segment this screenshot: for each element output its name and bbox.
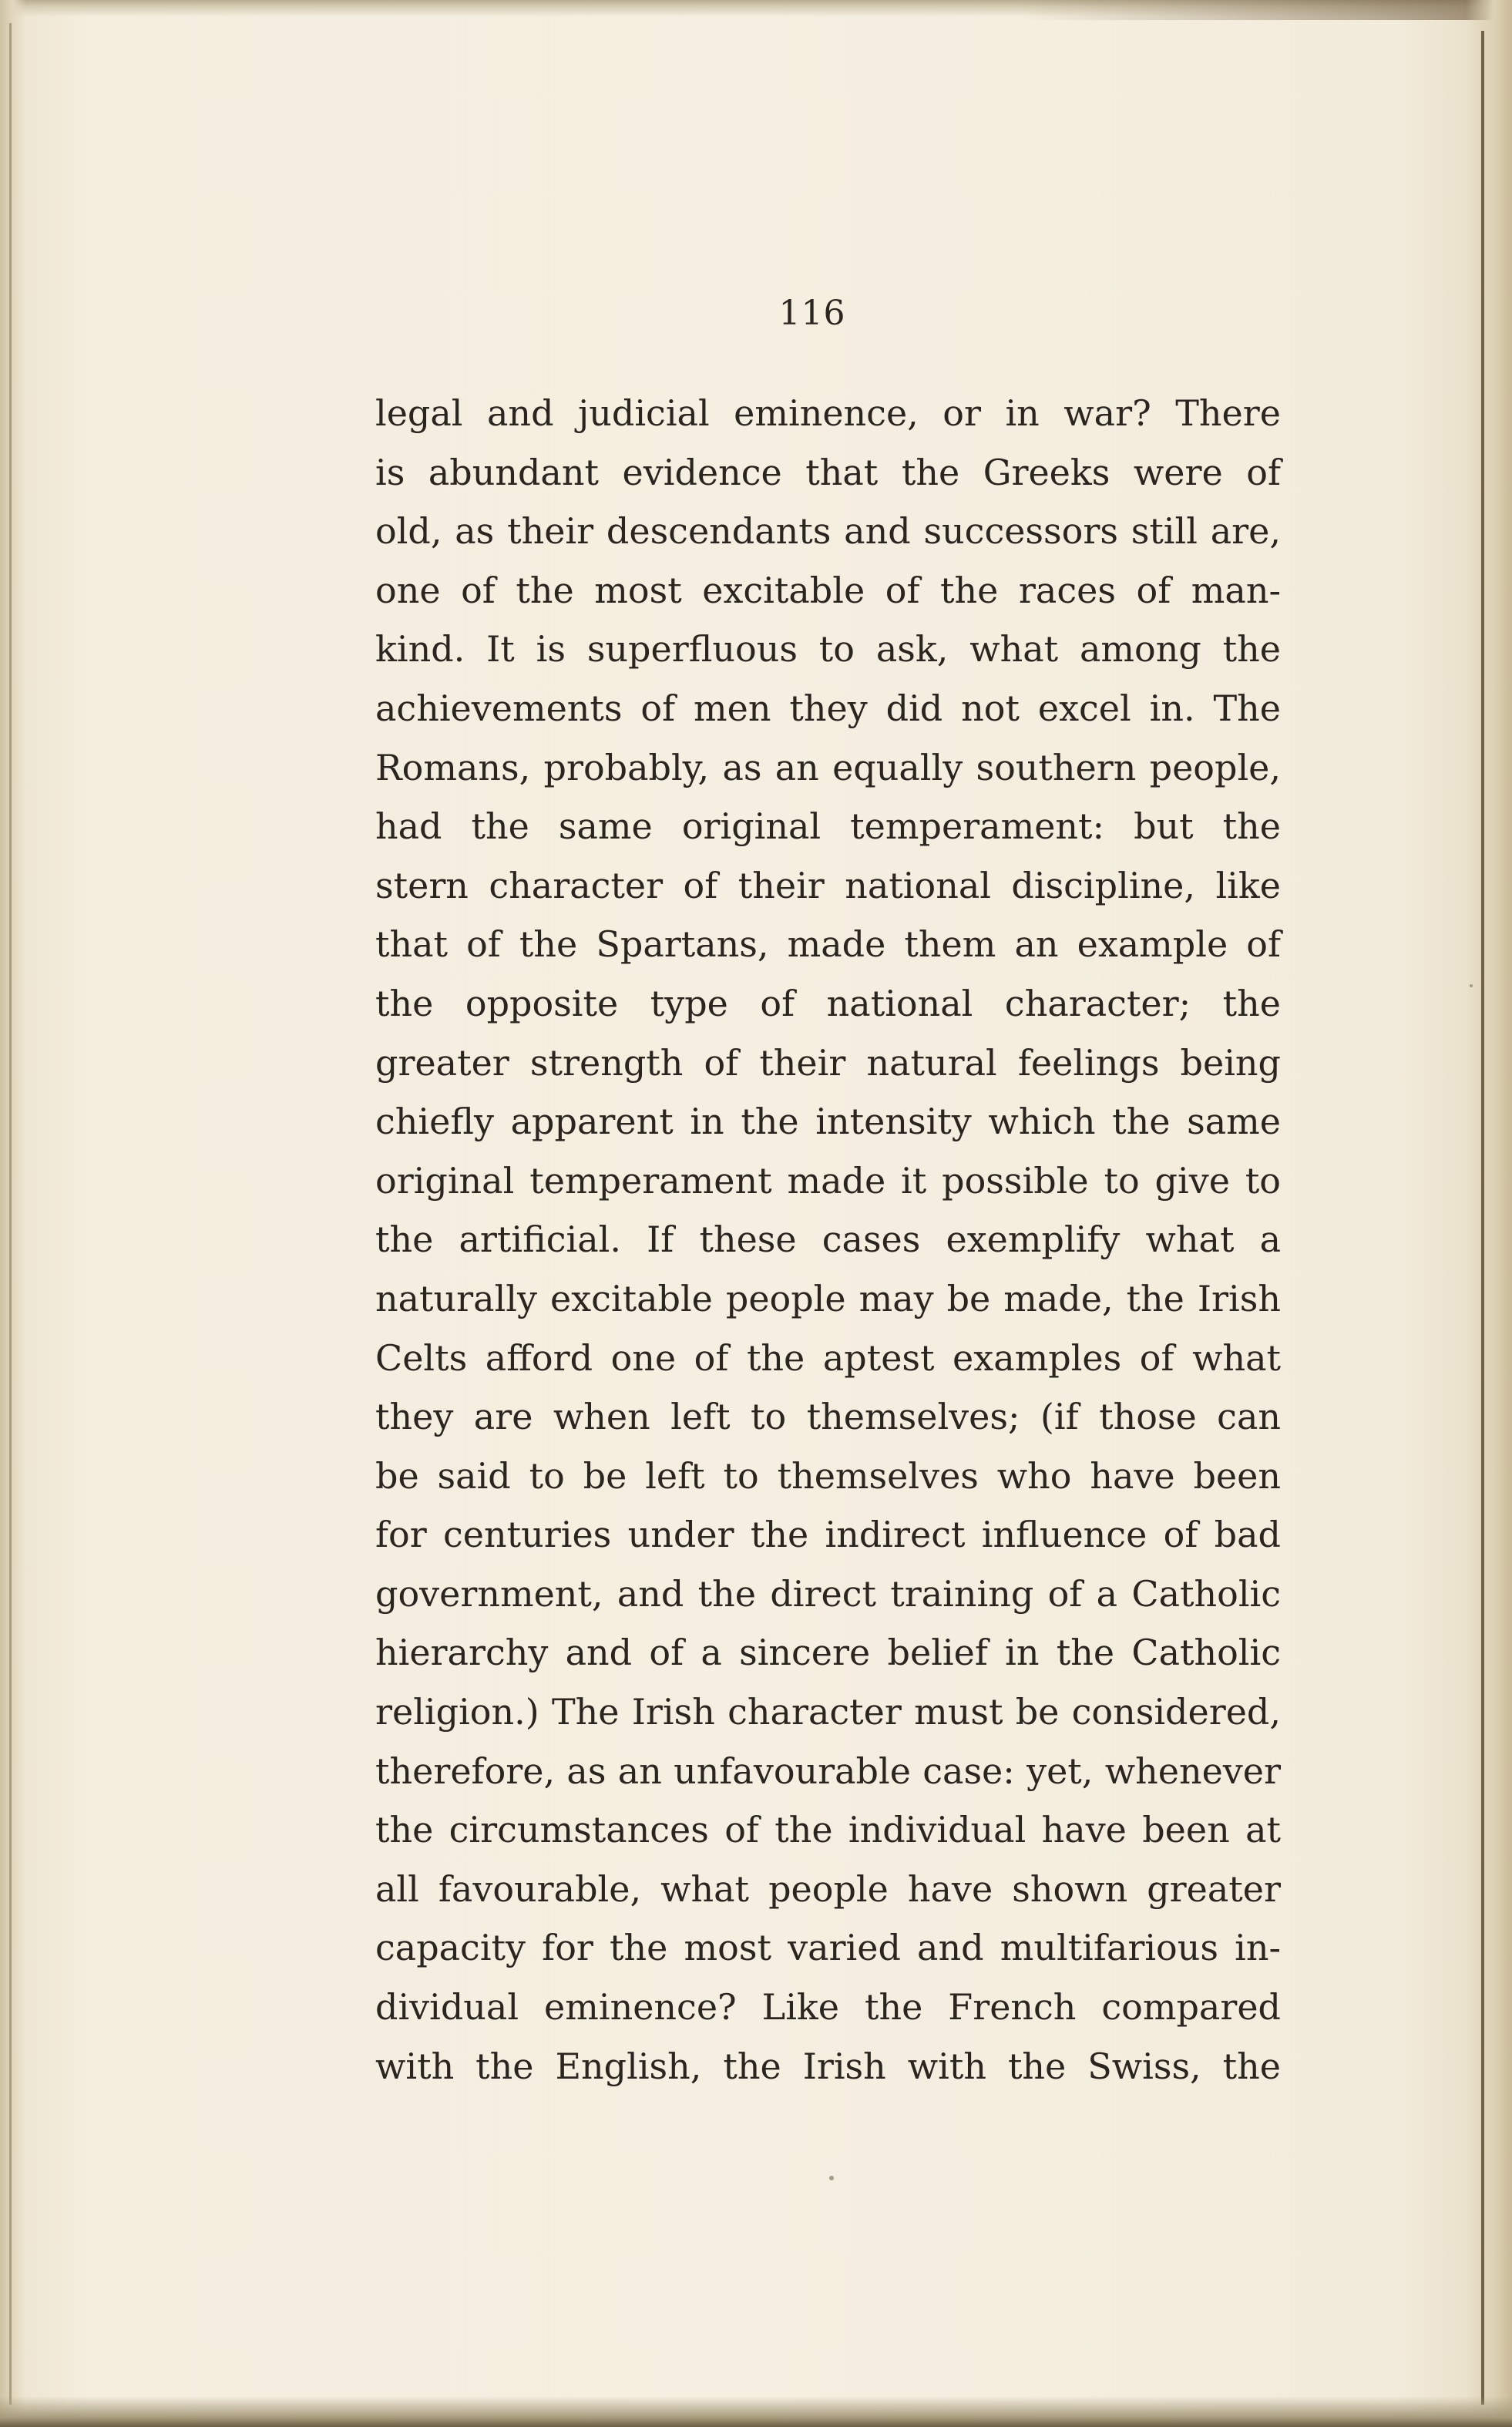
text-line: naturally excitable people may be made, the Irish: [375, 1277, 1281, 1319]
text-line: the opposite type of national character; the: [375, 982, 1281, 1024]
text-line: the artificial. If these cases exemplify what a: [375, 1219, 1281, 1261]
paper-speck: [1470, 984, 1473, 987]
text-line: religion.) The Irish character must be considered,: [375, 1691, 1281, 1733]
text-line: stern character of their national discipline, like: [375, 864, 1281, 906]
page-right-edge: [1466, 0, 1512, 2427]
text-line: original temperament made it possible to give to: [375, 1159, 1281, 1202]
text-line: dividual eminence? Like the French compared: [375, 1986, 1281, 2029]
text-line: kind. It is superfluous to ask, what among the: [375, 628, 1281, 671]
page-number: 116: [778, 294, 846, 333]
page-top-right-shadow: [1019, 0, 1512, 20]
body-text: [375, 384, 1281, 2096]
page-bottom-edge: [0, 2396, 1512, 2427]
text-line: with the English, the Irish with the Swiss, the: [375, 2045, 1281, 2087]
text-line: had the same original temperament: but the: [375, 805, 1281, 848]
text-line: one of the most excitable of the races of man-: [375, 569, 1281, 611]
text-line: legal and judicial eminence, or in war? There: [375, 392, 1281, 434]
text-line: for centuries under the indirect influence of bad: [375, 1514, 1281, 1556]
text-line: hierarchy and of a sincere belief in the Catholic: [375, 1632, 1281, 1674]
text-line: Romans, probably, as an equally southern people,: [375, 746, 1281, 788]
text-line: all favourable, what people have shown greater: [375, 1867, 1281, 1910]
page-left-binding-line: [9, 23, 12, 2405]
text-line: be said to be left to themselves who have been: [375, 1454, 1281, 1497]
page-right-binding-line: [1481, 31, 1484, 2405]
text-line: chiefly apparent in the intensity which the same: [375, 1101, 1281, 1143]
text-line: capacity for the most varied and multifarious in-: [375, 1927, 1281, 1969]
text-line: achievements of men they did not excel in. The: [375, 687, 1281, 729]
text-line: that of the Spartans, made them an example of: [375, 923, 1281, 966]
text-line: the circumstances of the individual have been at: [375, 1809, 1281, 1851]
text-line: therefore, as an unfavourable case: yet, whenever: [375, 1750, 1281, 1792]
page-left-edge: [0, 0, 26, 2427]
text-line: is abundant evidence that the Greeks were of: [375, 451, 1281, 493]
text-line: old, as their descendants and successors still are,: [375, 510, 1281, 553]
text-line: greater strength of their natural feelings being: [375, 1041, 1281, 1084]
text-line: they are when left to themselves; (if those can: [375, 1396, 1281, 1438]
text-line: Celts afford one of the aptest examples of what: [375, 1336, 1281, 1379]
paper-speck: [829, 2176, 834, 2180]
text-line: government, and the direct training of a Catholic: [375, 1572, 1281, 1615]
